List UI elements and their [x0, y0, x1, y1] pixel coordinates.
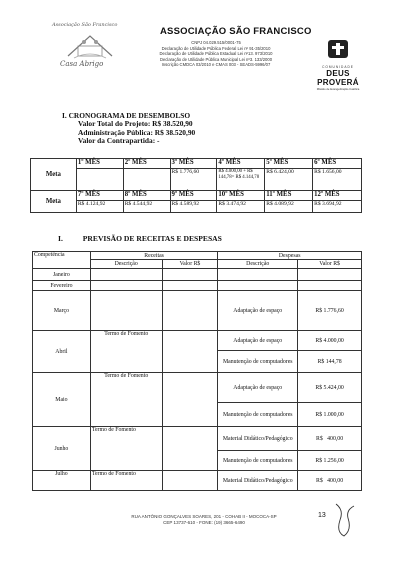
month-cell: Abril [33, 331, 91, 373]
cell [162, 471, 218, 491]
month-header: 7º MÊS [76, 191, 123, 201]
cell [298, 281, 362, 291]
header-line: Declaração de Utilidade Pública Federal Lei nº 91-35/2010 [161, 45, 271, 51]
month-value [76, 169, 123, 191]
month-header: 2º MÊS [123, 159, 170, 169]
public-administration: Administração Pública: R$ 38.520,90 [78, 127, 196, 137]
month-header: 11º MÊS [265, 191, 313, 201]
month-value [123, 169, 170, 191]
month-cell: Janeiro [33, 269, 91, 281]
cell [162, 373, 218, 427]
right-logo-tiny: Missão de Evangelização Católica [316, 87, 360, 91]
forecast-table [32, 251, 362, 491]
expense-description: Adaptação de espaço [218, 331, 298, 351]
cell [162, 291, 218, 331]
month-cell: Junho [33, 427, 91, 471]
left-logo-title: Associação São Francisco [52, 22, 118, 28]
month-value: R$ 6.424,00 [265, 169, 313, 191]
header-registration-lines [136, 40, 296, 68]
month-cell: Julho [33, 471, 91, 491]
col-competencia: Competência [33, 252, 91, 269]
month-cell: Março [33, 291, 91, 331]
month-value: R$ 3.694,92 [313, 201, 362, 213]
expense-value: R$ 400,00 [298, 427, 362, 451]
footer-address [104, 514, 304, 525]
header-line: Declaração de Utilidade Pública Municipal Lei nº3. 133/2000 [159, 56, 273, 62]
project-total: Valor Total do Projeto: R$ 38.520,90 [78, 119, 193, 129]
section-title: PREVISÃO DE RECEITAS E DESPESAS [82, 234, 222, 243]
month-header: 9º MÊS [170, 191, 217, 201]
section-disbursement [62, 112, 195, 146]
section-number: I. [58, 234, 63, 243]
month-value: R$ 4.544,92 [123, 201, 170, 213]
disbursement-schedule-table [30, 158, 362, 213]
cell [162, 427, 218, 471]
month-header: 8º MÊS [123, 191, 170, 201]
cell [298, 269, 362, 281]
revenue-description: Termo de Fomento [90, 373, 162, 427]
month-value: R$ 1.656,00 [313, 169, 362, 191]
expense-value: R$ 4.000,00 [298, 331, 362, 351]
community-logo-icon [326, 38, 350, 60]
right-logo-small: COMUNIDADE [322, 65, 354, 69]
expense-value: R$ 1.776,60 [298, 291, 362, 331]
month-value: R$ 4.589,92 [170, 201, 217, 213]
cell [218, 281, 298, 291]
header-line: Declaração de Utilidade Pública Estadual Lei nº13. 973/2010 [159, 51, 273, 57]
shelter-illustration-icon [64, 30, 116, 60]
revenue-description: Termo de Fomento [90, 427, 162, 471]
meta-label: Meta [31, 191, 77, 213]
col-valor: Valor R$ [162, 260, 218, 269]
expense-value: R$ 5.424,00 [298, 373, 362, 403]
expense-value: R$ 144,78 [298, 351, 362, 373]
cell [90, 281, 162, 291]
section-forecast-heading [58, 234, 222, 243]
month-header: 12º MÊS [313, 191, 362, 201]
month-value: R$ 1.776,60 [170, 169, 217, 191]
month-value: R$ 3.474,92 [217, 201, 265, 213]
month-header: 1º MÊS [76, 159, 123, 169]
col-descricao: Descrição [218, 260, 298, 269]
organization-title: ASSOCIAÇÃO SÃO FRANCISCO [160, 26, 312, 37]
footer-line: CEP 13737-610 - FONE: (19) 3665-6490 [163, 519, 245, 525]
month-value: R$ 4.124,92 [76, 201, 123, 213]
header-line: Inscrição CMDCA 03/2010 e CMAS 003 - SEADS-5996/07 [161, 62, 271, 68]
month-cell: Fevereiro [33, 281, 91, 291]
expense-description: Manutenção de computadores [218, 351, 298, 373]
revenue-description: Termo de Fomento [90, 331, 162, 373]
expense-description: Adaptação de espaço [218, 291, 298, 331]
cell [90, 291, 162, 331]
footer-line: RUA ANTÔNIO GONÇALVES SOARES, 201 - COHAB II - MOCOCA-SP [131, 514, 277, 519]
expense-description: Adaptação de espaço [218, 373, 298, 403]
col-receitas: Receitas [90, 252, 218, 260]
left-logo [52, 22, 130, 74]
cell [162, 281, 218, 291]
section-title: I. CRONOGRAMA DE DESEMBOLSO [62, 111, 191, 120]
right-logo [306, 38, 370, 91]
month-cell: Maio [33, 373, 91, 427]
month-header: 10º MÊS [217, 191, 265, 201]
cell [90, 269, 162, 281]
header-line: CNPJ 04.029.515/0001-75 [191, 40, 241, 45]
col-valor: Valor R$ [298, 260, 362, 269]
expense-value: R$ 1.256,00 [298, 451, 362, 471]
page-number: 13 [318, 512, 326, 519]
month-header: 4º MÊS [217, 159, 265, 169]
month-value: R$ 4.000,00 + R$ 144,78= R$ 4.144,78 [217, 169, 265, 191]
month-header: 3º MÊS [170, 159, 217, 169]
expense-description: Manutenção de computadores [218, 451, 298, 471]
expense-value: R$ 400,00 [298, 471, 362, 491]
counterpart-value: Valor da Contrapartida: - [78, 136, 160, 146]
month-header: 5º MÊS [265, 159, 313, 169]
revenue-description: Termo de Fomento [90, 471, 162, 491]
cell [162, 269, 218, 281]
month-value: R$ 4.089,92 [265, 201, 313, 213]
left-logo-subtitle: Casa Abrigo [60, 60, 104, 68]
right-logo-big: DEUS PROVERÁ [317, 69, 359, 87]
month-header: 6º MÊS [313, 159, 362, 169]
col-despesas: Despesas [218, 252, 362, 260]
expense-description: Material Didático/Pedagógico [218, 471, 298, 491]
expense-description: Manutenção de computadores [218, 403, 298, 427]
meta-label: Meta [31, 159, 77, 191]
cell [218, 269, 298, 281]
expense-description: Material Didático/Pedagógico [218, 427, 298, 451]
cell [162, 331, 218, 373]
col-descricao: Descrição [90, 260, 162, 269]
signature-icon [330, 500, 358, 540]
expense-value: R$ 1.000,00 [298, 403, 362, 427]
